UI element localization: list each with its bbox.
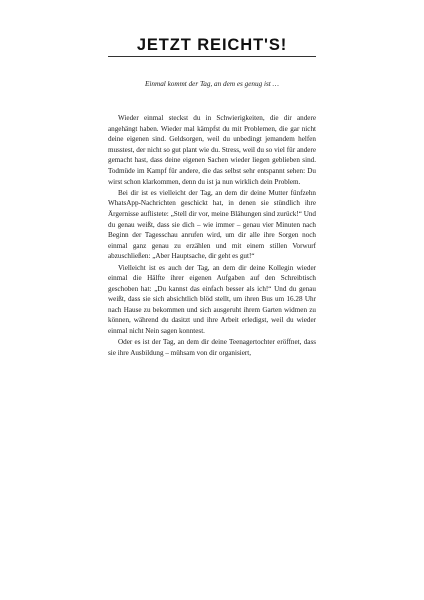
paragraph-4: Oder es ist der Tag, an dem dir deine Teenagertochter eröffnet, dass sie ihre Ausbildung – mühsam von dir organisiert, xyxy=(108,338,316,357)
chapter-epigraph: Einmal kommt der Tag, an dem es genug ist … xyxy=(145,80,279,88)
paragraph-3: Vielleicht ist es auch der Tag, an dem dir deine Kollegin wieder einmal die Hälfte ihrer eigenen Aufgaben auf den Schreibtisch geschoben hat: „Du kannst das einfach besser als ich!“ Und du genau weißt, dass sie sich absichtlich blöd stellt, um ihren Bus um 16.28 Uhr nach Hause zu bekommen und sich ausgeruht ihrem Garten widmen zu können, während du dasitzt und ihre Arbeit erledigst, weil du wieder einmal nicht Nein sagen konntest. xyxy=(108,263,316,336)
body-text xyxy=(108,113,316,359)
title-divider xyxy=(108,56,316,57)
paragraph-2: Bei dir ist es vielleicht der Tag, an dem dir deine Mutter fünfzehn WhatsApp-Nachrichten geschickt hat, in denen sie stündlich ihre Ärgernisse auflistete: „Stell dir vor, meine Blähungen sind zurück!“ Und du genau weißt, dass sie dich – wie immer – genau vier Minuten nach Beginn der Tagesschau anrufen wird, um dir alle ihre Sorgen noch einmal ganz genau zu erzählen und mit einem stillen Vorwurf abzuschließen: „Aber Hauptsache, dir geht es gut!“ xyxy=(108,188,316,261)
chapter-title: JETZT REICHT'S! xyxy=(136,36,288,54)
paragraph-1: Wieder einmal steckst du in Schwierigkeiten, die dir andere angehängt haben. Wieder mal kämpfst du mit Problemen, die gar nicht deine eigenen sind. Geldsorgen, weil du unbedingt jemandem helfen musstest, der nicht so gut plant wie du. Stress, weil du so viel für andere gemacht hast, dass deine eigenen Sachen wieder liegen geblieben sind. Todmüde im Kampf für andere, die das selbst sehr entspannt sehen: Du wirst schon klarkommen, denn du ist ja nun wirklich dein Problem. xyxy=(108,114,316,186)
